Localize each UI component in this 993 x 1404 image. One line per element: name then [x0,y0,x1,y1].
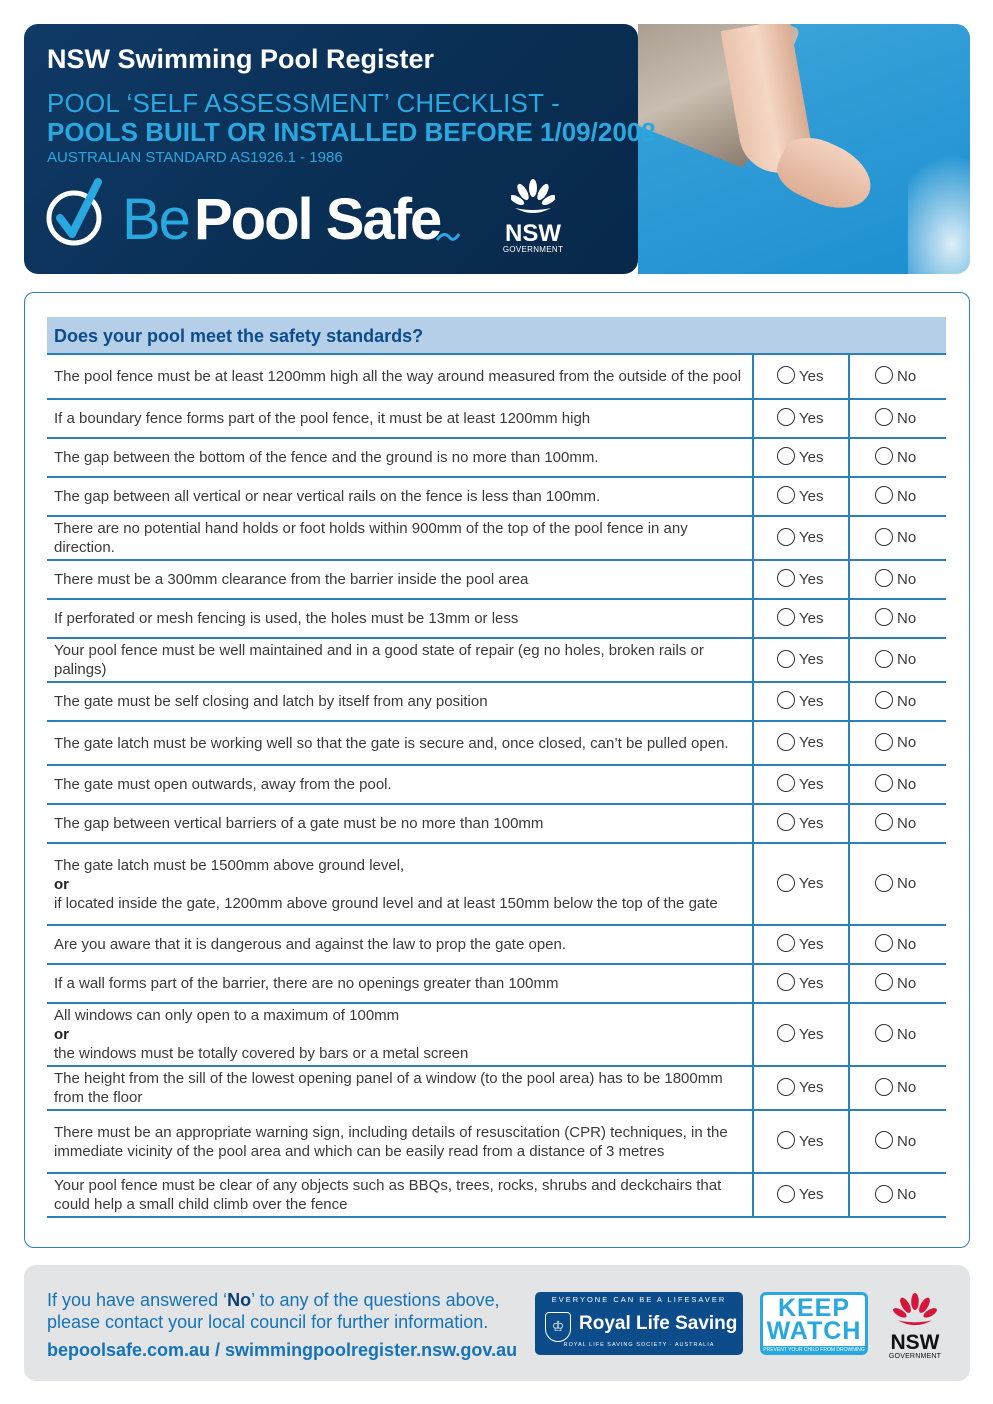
no-label: No [897,448,917,466]
rls-tagline: EVERYONE CAN BE A LIFESAVER [551,1295,727,1304]
radio-no-icon[interactable] [875,569,893,587]
no-option[interactable] [849,925,946,964]
question-text: The height from the sill of the lowest opening panel of a window (to the pool area) has to be 1800mm from the floor [54,1070,723,1106]
footer-line1-start: If you have answered ‘ [47,1290,228,1310]
checklist-row [47,804,946,843]
radio-yes-icon[interactable] [777,934,795,952]
radio-yes-icon[interactable] [777,447,795,465]
footer-line1-end: ’ to any of the questions above, [251,1290,500,1310]
question-cell [47,560,753,599]
radio-no-icon[interactable] [875,447,893,465]
or-separator: or [54,1026,69,1043]
yes-label: Yes [799,974,824,992]
no-label: No [897,974,917,992]
no-label: No [897,1186,917,1204]
yes-label: Yes [799,529,824,547]
yes-option[interactable] [753,599,849,638]
no-label: No [897,734,917,752]
yes-option[interactable] [753,399,849,438]
question-cell [47,1110,753,1173]
no-option[interactable] [849,721,946,765]
no-label: No [897,1025,917,1043]
yes-option[interactable] [753,438,849,477]
question-text: The gate must open outwards, away from the pool. [54,776,392,793]
keep-watch-subtitle: PREVENT YOUR CHILD FROM DROWNING [763,1347,865,1353]
radio-no-icon[interactable] [875,1131,893,1149]
waratah-icon [511,178,555,216]
checklist-row [47,477,946,516]
water-spray-shape [908,154,970,274]
checklist-row [47,355,946,399]
no-option[interactable] [849,682,946,721]
checklist-row [47,438,946,477]
no-label: No [897,609,917,627]
radio-yes-icon[interactable] [777,813,795,831]
question-alt-text: if located inside the gate, 1200mm above ground level and at least 150mm below the top of the gate [54,894,718,912]
nsw-government-logo [496,178,570,254]
waratah-red-icon [892,1292,938,1328]
checklist-row [47,399,946,438]
question-cell [47,638,753,682]
radio-yes-icon[interactable] [777,486,795,504]
checklist-row [47,765,946,804]
question-text: The gate latch must be 1500mm above ground level, [54,856,405,874]
question-alt-text: the windows must be totally covered by bars or a metal screen [54,1045,469,1062]
yes-label: Yes [799,487,824,505]
keep-watch-logo [760,1292,868,1355]
yes-label: Yes [799,409,824,427]
no-option[interactable] [849,355,946,399]
yes-label: Yes [799,692,824,710]
no-option[interactable] [849,477,946,516]
footer-website-links[interactable]: bepoolsafe.com.au / swimmingpoolregister.nsw.gov.au [47,1340,518,1360]
footer-instruction-line2: please contact your local council for further information. [47,1312,489,1332]
no-option[interactable] [849,438,946,477]
pool-photo [638,24,970,274]
water-splash-icon [436,228,460,244]
yes-label: Yes [799,1186,824,1204]
no-label: No [897,1079,917,1097]
no-option[interactable] [849,1110,946,1173]
yes-label: Yes [799,775,824,793]
checklist-row [47,843,946,925]
yes-option[interactable] [753,804,849,843]
yes-label: Yes [799,609,824,627]
radio-yes-icon[interactable] [777,569,795,587]
yes-option[interactable] [753,1173,849,1217]
question-cell [47,682,753,721]
no-label: No [897,409,917,427]
question-cell [47,1003,753,1066]
no-option[interactable] [849,516,946,560]
or-separator: or [54,875,69,893]
no-label: No [897,651,917,669]
yes-label: Yes [799,1025,824,1043]
no-option[interactable] [849,1173,946,1217]
question-cell [47,765,753,804]
checklist-row [47,599,946,638]
question-cell [47,964,753,1003]
radio-yes-icon[interactable] [777,1185,795,1203]
no-label: No [897,487,917,505]
checklist-row [47,1066,946,1110]
radio-yes-icon[interactable] [777,528,795,546]
footer-instruction-line1 [47,1290,500,1311]
radio-yes-icon[interactable] [777,608,795,626]
radio-yes-icon[interactable] [777,774,795,792]
checklist-row [47,1173,946,1217]
checklist-row [47,721,946,765]
yes-option[interactable] [753,477,849,516]
yes-label: Yes [799,367,824,385]
question-cell [47,477,753,516]
yes-option[interactable] [753,1110,849,1173]
built-before-title: POOLS BUILT OR INSTALLED BEFORE 1/09/2008 [47,117,656,147]
government-word: GOVERNMENT [502,245,564,254]
question-text: The gap between vertical barriers of a gate must be no more than 100mm [54,815,544,832]
question-text: The gate must be self closing and latch by itself from any position [54,693,488,710]
yes-option[interactable] [753,1003,849,1066]
radio-yes-icon[interactable] [777,366,795,384]
logo-poolsafe-text: Pool Safe [194,187,441,252]
no-option[interactable] [849,1066,946,1110]
checklist-row [47,638,946,682]
yes-label: Yes [799,1132,824,1150]
radio-yes-icon[interactable] [777,1078,795,1096]
checklist-heading: Does your pool meet the safety standards? [47,317,946,355]
radio-yes-icon[interactable] [777,1131,795,1149]
no-option[interactable] [849,599,946,638]
checkmark-icon [46,178,106,248]
question-cell [47,438,753,477]
question-cell [47,399,753,438]
yes-option[interactable] [753,560,849,599]
yes-option[interactable] [753,721,849,765]
question-cell [47,355,753,399]
question-text: There are no potential hand holds or foot holds within 900mm of the top of the pool fence in any direction. [54,520,688,556]
no-label: No [897,935,917,953]
radio-no-icon[interactable] [875,691,893,709]
register-title: NSW Swimming Pool Register [47,44,435,74]
yes-option[interactable] [753,682,849,721]
yes-label: Yes [799,651,824,669]
footer-no-word: No [227,1290,252,1310]
question-text: The gate latch must be working well so that the gate is secure and, once closed, can’t be pulled open. [54,734,729,752]
yes-option[interactable] [753,355,849,399]
radio-no-icon[interactable] [875,650,893,668]
logo-be-text: Be [122,187,189,252]
no-option[interactable] [849,399,946,438]
no-label: No [897,367,917,385]
no-option[interactable] [849,765,946,804]
nsw-word: NSW [505,220,561,247]
no-label: No [897,875,917,893]
yes-label: Yes [799,448,824,466]
keep-watch-line2: WATCH [766,1317,862,1345]
no-option[interactable] [849,638,946,682]
yes-label: Yes [799,814,824,832]
radio-yes-icon[interactable] [777,874,795,892]
no-label: No [897,692,917,710]
question-text: Your pool fence must be well maintained and in a good state of repair (eg no holes, broken rails or palings) [54,642,704,678]
yes-option[interactable] [753,964,849,1003]
no-label: No [897,814,917,832]
yes-label: Yes [799,935,824,953]
question-text: If perforated or mesh fencing is used, the holes must be 13mm or less [54,610,519,627]
checklist-row [47,682,946,721]
checklist-row [47,1003,946,1066]
no-option[interactable] [849,1003,946,1066]
yes-label: Yes [799,875,824,893]
rls-subtitle: ROYAL LIFE SAVING SOCIETY · AUSTRALIA [563,1342,715,1348]
checklist-row [47,516,946,560]
question-text: Your pool fence must be clear of any objects such as BBQs, trees, rocks, shrubs and deckchairs that could help a small child climb over the fence [54,1177,722,1213]
no-label: No [897,570,917,588]
question-text: If a boundary fence forms part of the pool fence, it must be at least 1200mm high [54,410,591,427]
no-option[interactable] [849,964,946,1003]
government-word-footer: GOVERNMENT [888,1353,942,1360]
checklist-table [47,355,946,1218]
question-cell [47,925,753,964]
question-cell [47,599,753,638]
radio-yes-icon[interactable] [777,691,795,709]
radio-no-icon[interactable] [875,973,893,991]
royal-life-saving-logo [535,1292,743,1355]
no-option[interactable] [849,843,946,925]
question-text: The gap between all vertical or near vertical rails on the fence is less than 100mm. [54,488,601,505]
yes-label: Yes [799,570,824,588]
question-text: If a wall forms part of the barrier, there are no openings greater than 100mm [54,975,559,992]
question-text: Are you aware that it is dangerous and against the law to prop the gate open. [54,936,567,953]
question-cell [47,1173,753,1217]
rls-crest-icon: ♔ [545,1312,571,1342]
radio-no-icon[interactable] [875,608,893,626]
radio-no-icon[interactable] [875,408,893,426]
yes-option[interactable] [753,925,849,964]
radio-yes-icon[interactable] [777,650,795,668]
checklist-row [47,560,946,599]
radio-no-icon[interactable] [875,874,893,892]
yes-option[interactable] [753,843,849,925]
radio-no-icon[interactable] [875,733,893,751]
yes-label: Yes [799,734,824,752]
no-option[interactable] [849,804,946,843]
radio-yes-icon[interactable] [777,408,795,426]
radio-no-icon[interactable] [875,1185,893,1203]
question-cell [47,516,753,560]
radio-no-icon[interactable] [875,934,893,952]
radio-yes-icon[interactable] [777,973,795,991]
radio-no-icon[interactable] [875,813,893,831]
keep-watch-line1: KEEP [777,1294,851,1322]
no-label: No [897,1132,917,1150]
standard-subtitle: AUSTRALIAN STANDARD AS1926.1 - 1986 [47,149,343,166]
radio-no-icon[interactable] [875,1078,893,1096]
radio-yes-icon[interactable] [777,1024,795,1042]
yes-option[interactable] [753,1066,849,1110]
nsw-government-logo-footer [882,1292,948,1362]
yes-label: Yes [799,1079,824,1097]
question-cell [47,1066,753,1110]
checklist-row [47,964,946,1003]
yes-option[interactable] [753,516,849,560]
radio-no-icon[interactable] [875,774,893,792]
question-text: There must be a 300mm clearance from the barrier inside the pool area [54,571,529,588]
nsw-word-footer: NSW [890,1331,940,1354]
yes-option[interactable] [753,638,849,682]
no-option[interactable] [849,560,946,599]
radio-no-icon[interactable] [875,366,893,384]
checklist-row [47,925,946,964]
question-cell [47,843,753,925]
radio-yes-icon[interactable] [777,733,795,751]
radio-no-icon[interactable] [875,528,893,546]
question-text: The gap between the bottom of the fence and the ground is no more than 100mm. [54,449,599,466]
radio-no-icon[interactable] [875,1024,893,1042]
radio-no-icon[interactable] [875,486,893,504]
question-cell [47,721,753,765]
question-cell [47,804,753,843]
question-text: All windows can only open to a maximum of 100mm [54,1007,400,1024]
checklist-row [47,1110,946,1173]
yes-option[interactable] [753,765,849,804]
question-text: The pool fence must be at least 1200mm high all the way around measured from the outside of the pool [54,368,742,385]
rls-name: Royal Life Saving [579,1313,738,1334]
question-text: There must be an appropriate warning sign, including details of resuscitation (CPR) techniques, in the immediate vicinity of the pool area and which can be easily read from a distance of 3 metres [54,1123,728,1160]
no-label: No [897,775,917,793]
no-label: No [897,529,917,547]
checklist-title: POOL ‘SELF ASSESSMENT’ CHECKLIST - [47,88,560,118]
